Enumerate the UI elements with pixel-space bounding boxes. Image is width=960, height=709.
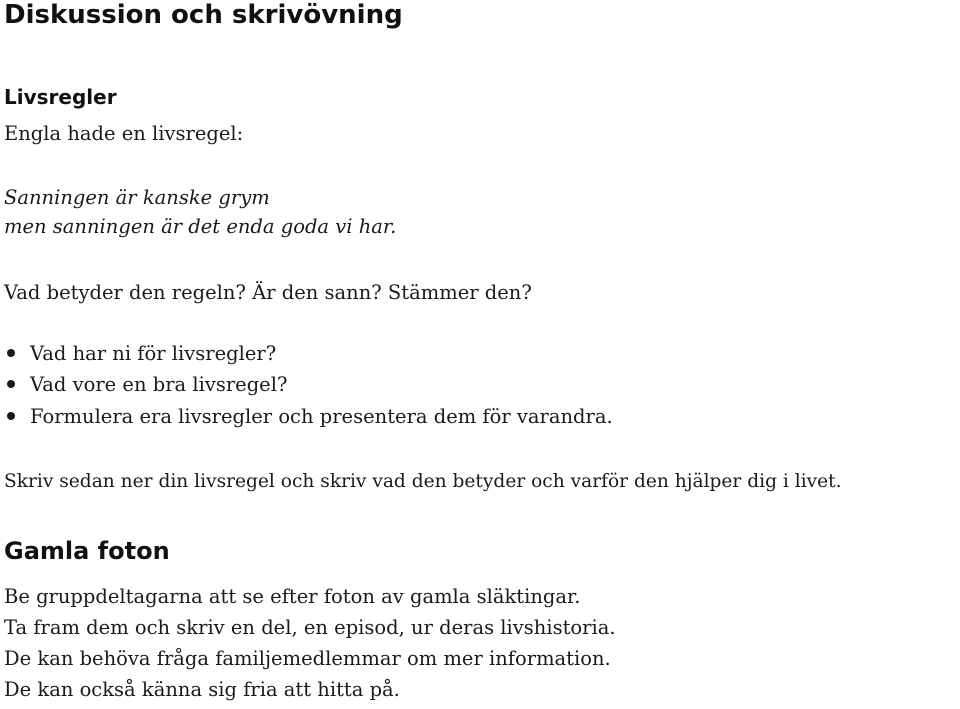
page-title: Diskussion och skrivövning xyxy=(4,0,403,30)
bullet-item xyxy=(4,341,276,367)
paragraph-line: De kan behöva fråga familjemedlemmar om mer information. xyxy=(4,647,611,670)
bullet-icon xyxy=(7,380,15,388)
paragraph-line: Ta fram dem och skriv en del, en episod, ur deras livshistoria. xyxy=(4,616,616,639)
section-heading-gamla-foton: Gamla foton xyxy=(4,537,170,565)
bullet-item xyxy=(4,404,613,430)
bullet-icon xyxy=(7,412,15,420)
quote-line-1: Sanningen är kanske grym xyxy=(4,186,270,209)
bullet-text: Formulera era livsregler och presentera dem för varandra. xyxy=(30,405,613,428)
bullet-item xyxy=(4,372,287,398)
section-heading-livsregler: Livsregler xyxy=(4,85,117,109)
question-text: Vad betyder den regeln? Är den sann? Stämmer den? xyxy=(4,281,532,304)
quote-line-2: men sanningen är det enda goda vi har. xyxy=(4,215,397,238)
paragraph-line: De kan också känna sig fria att hitta på. xyxy=(4,678,400,701)
task-text: Skriv sedan ner din livsregel och skriv vad den betyder och varför den hjälper dig i livet. xyxy=(4,471,842,492)
bullet-icon xyxy=(7,349,15,357)
intro-text: Engla hade en livsregel: xyxy=(4,122,244,145)
paragraph-line: Be gruppdeltagarna att se efter foton av gamla släktingar. xyxy=(4,585,581,608)
bullet-text: Vad har ni för livsregler? xyxy=(30,342,277,365)
bullet-text: Vad vore en bra livsregel? xyxy=(30,373,288,396)
